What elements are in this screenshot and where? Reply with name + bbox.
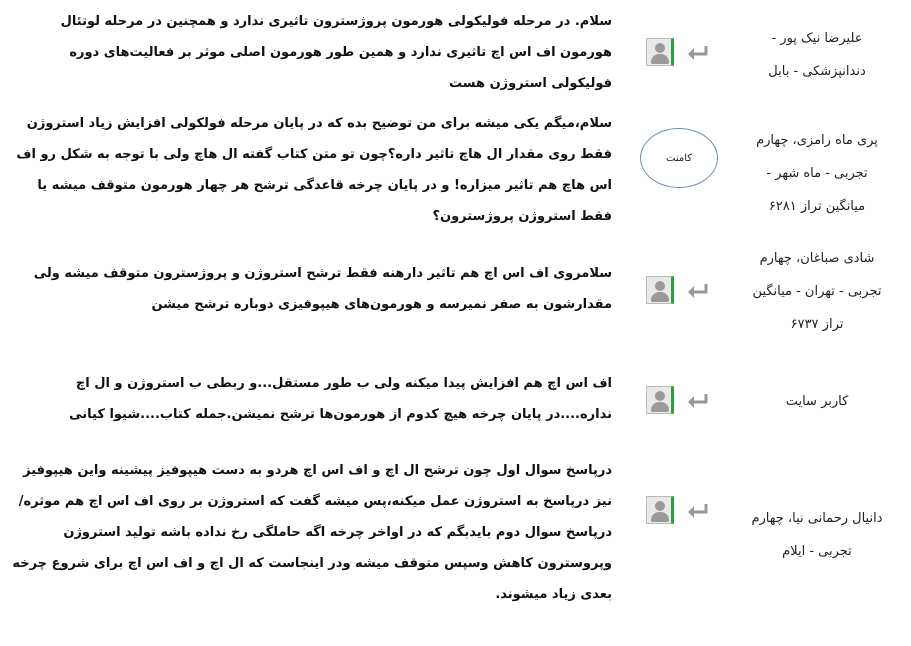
avatar: [646, 386, 674, 414]
avatar: [646, 276, 674, 304]
author-name: کاربر سایت: [785, 394, 849, 409]
comment-actions: [646, 380, 716, 420]
comment-author: [727, 124, 907, 223]
comment-author: [727, 385, 907, 418]
reply-icon[interactable]: [686, 43, 708, 61]
author-score: میانگین تراز ۶۲۸۱: [768, 199, 866, 214]
author-score: تراز ۶۷۳۷: [790, 317, 844, 332]
author-info: تجربی - تهران - میانگین: [752, 284, 882, 299]
comment-author: [727, 242, 907, 341]
comment-actions: [646, 490, 716, 530]
reply-icon[interactable]: [686, 391, 708, 409]
reply-icon[interactable]: [686, 501, 708, 519]
author-info: تجربی - ماه شهر -: [766, 166, 868, 181]
comment-author: [727, 502, 907, 568]
comment-actions: [646, 32, 716, 72]
avatar: [646, 38, 674, 66]
comment-actions: [646, 270, 716, 310]
comment-text: اف اس اچ هم افزایش پیدا میکنه ولی ب طور مستقل...و ربطی ب استروژن و ال اچ نداره....در پایان چرخه هیچ کدوم از هورمون‌ها ترشح نمیشن.جمله کتاب....شیوا کیانی: [69, 376, 612, 422]
reply-icon[interactable]: [686, 281, 708, 299]
comment-text: سلامروی اف اس اچ هم تاثیر دارهنه فقط ترشح استروژن و پروژسترون متوقف میشه ولی مقدارشون به صفر نمیرسه و هورمون‌های هیپوفیزی دوباره ترشح میشن: [33, 266, 612, 312]
comment-button[interactable]: [640, 128, 718, 188]
author-name: شادی صباغان، چهارم: [759, 251, 875, 266]
author-name: پری ماه رامزی، چهارم: [756, 133, 878, 148]
comment-label: کامنت: [666, 152, 693, 164]
comment-text: سلام،میگم یکی میشه برای من توضیح بده که در پایان مرحله فولکولی افزایش زیاد استروژن فقط روی مقدار ال هاچ تاثیر داره؟چون تو متن کتاب گفته ال هاچ ولی با توجه به شکل رو اف اس هاچ هم تاثیر میزاره! و در پایان چرخه قاعدگی ترشح هر چهار هورمون متوقف میشه یا فقط استروژن پروژسترون؟: [16, 116, 612, 224]
author-info: تجربی - ایلام: [782, 544, 852, 559]
author-name: علیرضا نیک پور -: [771, 31, 863, 46]
comment-author: [727, 22, 907, 88]
author-name: دانیال رحمانی نیا، چهارم: [751, 511, 883, 526]
author-info: دندانپزشکی - بابل: [768, 64, 866, 79]
avatar: [646, 496, 674, 524]
comment-text: سلام. در مرحله فولیکولی هورمون پروژسترون تاثیری ندارد و همچنین در مرحله لوتئال هورمون اف اس اچ تاثیری ندارد و همین طور هورمون اصلی موثر بر فعالیت‌های دوره فولیکولی استروژن هست: [60, 14, 612, 91]
comment-text: درپاسخ سوال اول چون ترشح ال اچ و اف اس اچ هردو به دست هیپوفیز پیشینه واین هیپوفیز نیز درپاسخ به استروژن عمل میکنه،پس میشه گفت که استروژن بر روی اف اس اچ هم موثره/درپاسخ سوال دوم بایدبگم که در اواخر چرخه اگه حاملگی رخ نداده باشه تولید استروژن وپروسترون کاهش وسپس متوقف میشه ودر اینجاست که ال اچ و اف اس اچ برای شروع چرخه بعدی زیاد میشوند.: [12, 463, 612, 602]
